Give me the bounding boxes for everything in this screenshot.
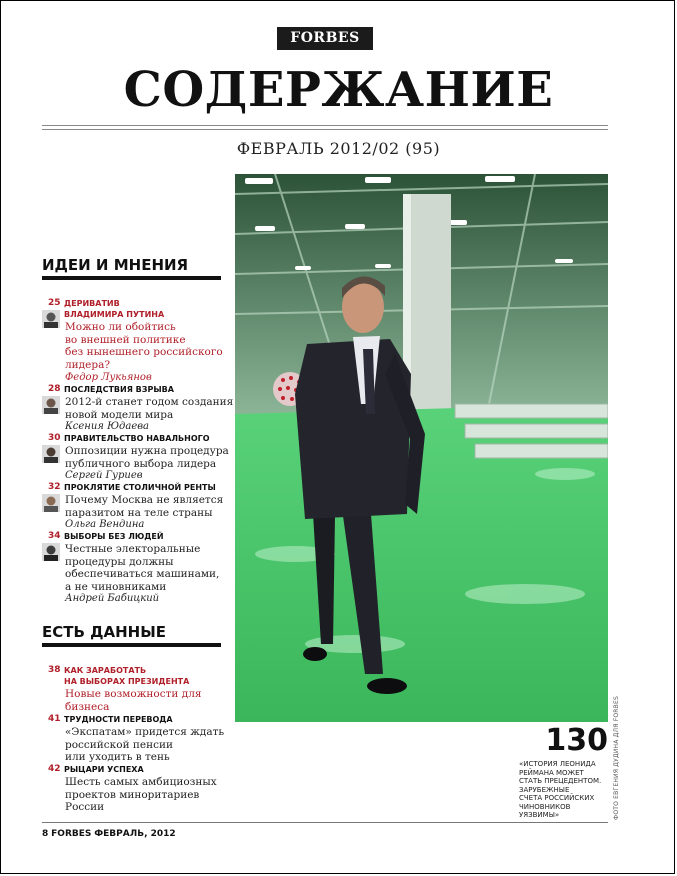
entry-page-number: 30 (48, 433, 61, 443)
entry-title: РЫЦАРИ УСПЕХА (64, 765, 144, 774)
footer-date: ФЕВРАЛЬ, 2012 (94, 829, 176, 839)
toc-entry[interactable] (42, 714, 232, 762)
entry-description: «Экспатам» придется ждать российской пенсии или уходить в тень (65, 726, 225, 763)
entry-page-number: 32 (48, 482, 61, 492)
toc-entry[interactable] (42, 764, 232, 812)
entry-page-number: 41 (48, 714, 61, 724)
toc-entry[interactable] (42, 298, 232, 384)
entry-description: Честные электоральные процедуры должны обеспечиваться машинами, а не чиновниками (65, 543, 220, 593)
page-footer (42, 829, 176, 839)
section-heading-ideas: ИДЕИ И МНЕНИЯ (42, 256, 189, 274)
entry-description: 2012-й станет годом создания новой модели мира (65, 396, 234, 421)
entry-title: КАК ЗАРАБОТАТЬ НА ВЫБОРАХ ПРЕЗИДЕНТА (64, 666, 190, 686)
section-underline (42, 643, 221, 647)
toc-entry[interactable] (42, 531, 232, 603)
entry-description: Можно ли обойтись во внешней политике без нынешнего российского лидера? (65, 321, 223, 371)
author-avatar (42, 494, 60, 512)
entry-title: ДЕРИВАТИВ ВЛАДИМИРА ПУТИНА (64, 299, 165, 319)
issue-label: ФЕВРАЛЬ 2012/02 (95) (236, 139, 441, 158)
entry-description: Оппозиции нужна процедура публичного выбора лидера (65, 445, 229, 470)
feature-quote: «ИСТОРИЯ ЛЕОНИДА РЕЙМАНА МОЖЕТ СТАТЬ ПРЕЦЕДЕНТОМ. ЗАРУБЕЖНЫЕ СЧЕТА РОССИЙСКИХ ЧИНОВНИКОВ УЯЗВИМЫ» (519, 760, 602, 819)
entry-title: ПРОКЛЯТИЕ СТОЛИЧНОЙ РЕНТЫ (64, 483, 216, 492)
section-underline (42, 276, 221, 280)
entry-page-number: 38 (48, 665, 61, 675)
entry-page-number: 42 (48, 764, 61, 774)
entry-author: Андрей Бабицкий (65, 593, 160, 604)
entry-title: ВЫБОРЫ БЕЗ ЛЮДЕЙ (64, 532, 164, 541)
entry-author: Сергей Гуриев (65, 470, 143, 481)
entry-title: ПОСЛЕДСТВИЯ ВЗРЫВА (64, 385, 174, 394)
footer-brand: FORBES (51, 829, 92, 839)
entry-page-number: 25 (48, 298, 61, 308)
entry-author: Ольга Вендина (65, 519, 145, 530)
feature-page-number[interactable]: 130 (545, 723, 608, 758)
toc-entry[interactable] (42, 665, 232, 713)
author-avatar (42, 543, 60, 561)
entry-title: ТРУДНОСТИ ПЕРЕВОДА (64, 715, 173, 724)
forbes-logo: FORBES (277, 27, 373, 50)
entry-description: Почему Москва не является паразитом на теле страны (65, 494, 224, 519)
photo-credit: ФОТО ЕВГЕНИЯ ДУДИНА ДЛЯ FORBES (613, 696, 620, 820)
entry-page-number: 28 (48, 384, 61, 394)
author-avatar (42, 310, 60, 328)
footer-rule (42, 822, 608, 823)
page-title: СОДЕРЖАНИЕ (123, 62, 554, 118)
entry-author: Ксения Юдаева (65, 421, 150, 432)
entry-description: Шесть самых амбициозных проектов миноритариев России (65, 776, 217, 813)
entry-title: ПРАВИТЕЛЬСТВО НАВАЛЬНОГО (64, 434, 210, 443)
section-heading-data: ЕСТЬ ДАННЫЕ (42, 623, 167, 641)
toc-entry[interactable] (42, 384, 232, 430)
toc-entry[interactable] (42, 482, 232, 528)
footer-page-number: 8 (42, 829, 49, 839)
toc-entry[interactable] (42, 433, 232, 479)
entry-author: Федор Лукьянов (65, 372, 152, 383)
entry-description: Новые возможности для бизнеса (65, 688, 202, 713)
title-rule-second (42, 129, 608, 130)
cover-photo (235, 174, 608, 722)
author-avatar (42, 396, 60, 414)
entry-page-number: 34 (48, 531, 61, 541)
title-rule (42, 125, 608, 126)
author-avatar (42, 445, 60, 463)
